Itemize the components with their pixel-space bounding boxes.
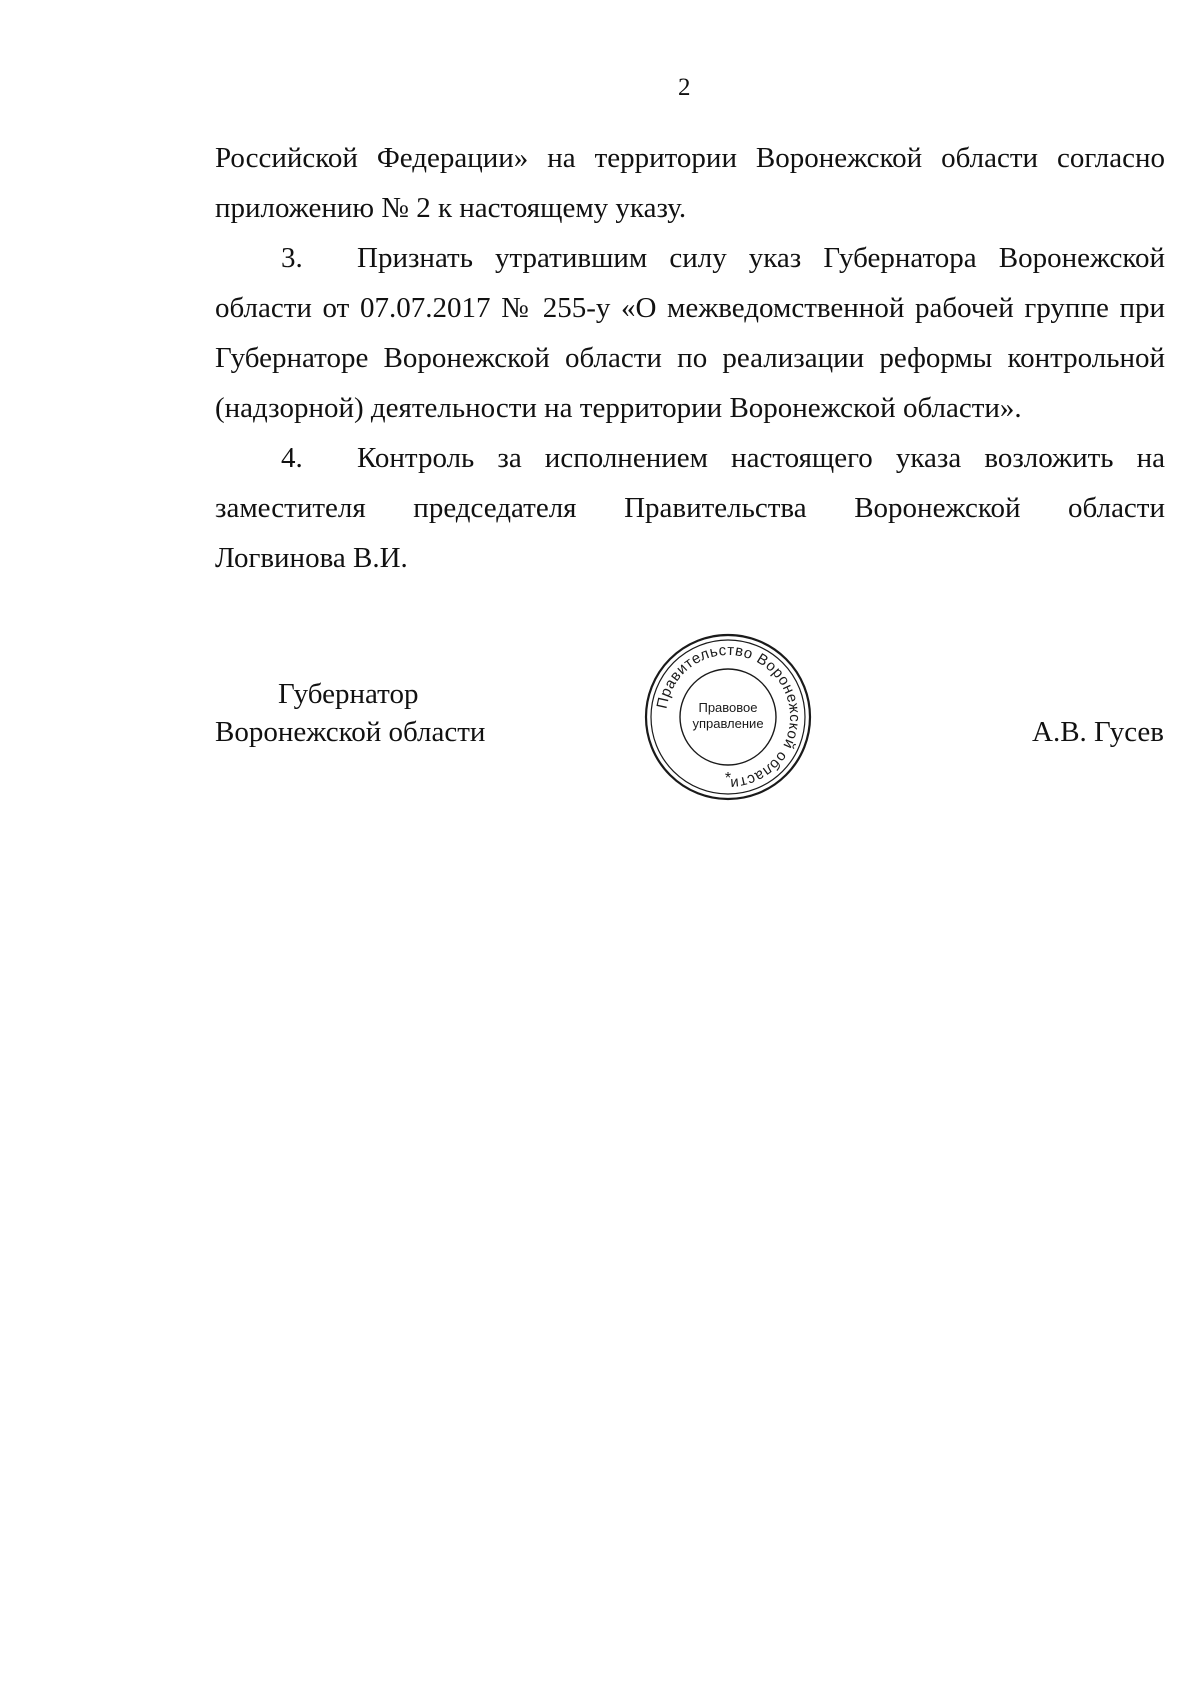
paragraph-line: Логвинова В.И. xyxy=(215,542,408,574)
signatory-title-line1: Губернатор xyxy=(278,678,419,710)
paragraph-line: заместителя председателя Правительства Воронежской области xyxy=(215,492,1165,524)
signatory-title-line2: Воронежской области xyxy=(215,716,486,748)
stamp-inner-line2: управление xyxy=(692,716,764,731)
paragraph-line-text: Контроль за исполнением настоящего указа возложить на xyxy=(357,442,1165,474)
paragraph-line: приложению № 2 к настоящему указу. xyxy=(215,192,687,224)
paragraph-continuation xyxy=(215,133,1165,233)
paragraph-item-4 xyxy=(215,433,1165,583)
paragraph-line xyxy=(215,233,1165,283)
stamp-star: * xyxy=(724,770,732,787)
item-number: 4. xyxy=(281,442,303,474)
paragraph-line xyxy=(215,433,1165,483)
stamp-outer-text: Правительство Воронежской области xyxy=(653,641,804,793)
paragraph-line: Российской Федерации» на территории Воронежской области согласно xyxy=(215,142,1165,174)
signatory-name: А.В. Гусев xyxy=(1032,716,1164,748)
paragraph-line-text: Признать утратившим силу указ Губернатора Воронежской xyxy=(357,242,1165,274)
paragraph-line: области от 07.07.2017 № 255-у «О межведомственной рабочей группе при xyxy=(215,292,1165,324)
paragraph-item-3 xyxy=(215,233,1165,433)
item-number: 3. xyxy=(281,242,303,274)
stamp-inner-line1: Правовое xyxy=(698,700,758,715)
paragraph-line: (надзорной) деятельности на территории Воронежской области». xyxy=(215,392,1022,424)
document-body xyxy=(215,133,1165,583)
official-stamp xyxy=(642,631,814,803)
paragraph-line: Губернаторе Воронежской области по реализации реформы контрольной xyxy=(215,342,1165,374)
page-number-text: 2 xyxy=(678,74,691,101)
signatory-title xyxy=(215,675,485,751)
